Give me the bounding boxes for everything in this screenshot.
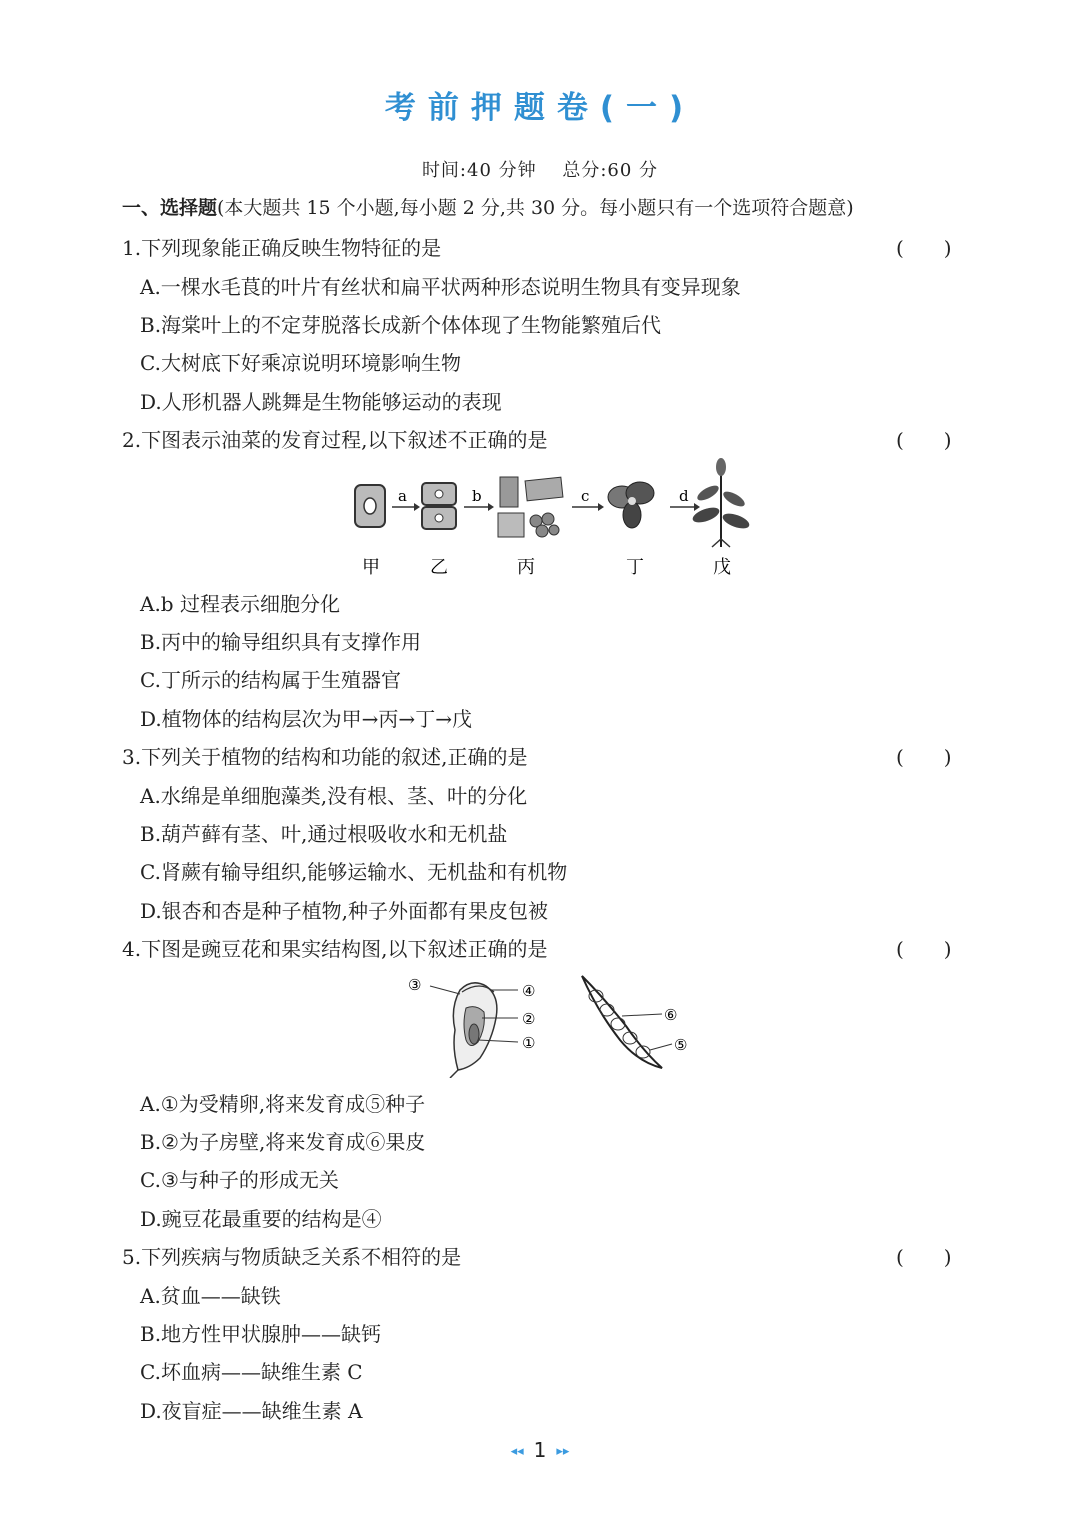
- question-stem: 4.下图是豌豆花和果实结构图,以下叙述正确的是: [122, 937, 548, 961]
- option-c: C.坏血病——缺维生素 C: [140, 1360, 363, 1384]
- option-c: C.③与种子的形成无关: [140, 1168, 339, 1192]
- stage-ding-flower: [608, 482, 654, 528]
- option-c: C.大树底下好乘凉说明环境影响生物: [140, 351, 461, 375]
- arrow-label-a: a: [398, 487, 407, 505]
- option-c: C.丁所示的结构属于生殖器官: [140, 668, 401, 692]
- option-b: B.海棠叶上的不定芽脱落长成新个体体现了生物能繁殖后代: [140, 313, 662, 337]
- section-heading: [122, 193, 854, 220]
- option-a: A.一棵水毛茛的叶片有丝状和扁平状两种形态说明生物具有变异现象: [140, 275, 741, 299]
- question-stem: 5.下列疾病与物质缺乏关系不相符的是: [122, 1245, 462, 1269]
- stage-bing-tissues: [498, 477, 563, 537]
- section-title: 一、选择题: [122, 197, 218, 219]
- stage-label-yi: 乙: [430, 557, 448, 578]
- option-d: D.豌豆花最重要的结构是④: [140, 1207, 382, 1231]
- answer-blank[interactable]: ( ): [896, 1245, 952, 1269]
- pea-flower-drawing: [450, 983, 497, 1078]
- option-a: A.①为受精卵,将来发育成⑤种子: [140, 1092, 426, 1116]
- next-arrows-icon: ▸▸: [556, 1444, 570, 1459]
- page-footer: [0, 1438, 1080, 1462]
- question-stem: 2.下图表示油菜的发育过程,以下叙述不正确的是: [122, 428, 548, 452]
- option-a: A.贫血——缺铁: [140, 1284, 281, 1308]
- stage-label-wu: 戊: [713, 557, 731, 578]
- option-b: B.地方性甲状腺肿——缺钙: [140, 1322, 382, 1346]
- exam-meta: 时间:40 分钟 总分:60 分: [421, 160, 659, 181]
- answer-blank[interactable]: ( ): [896, 745, 952, 769]
- label-1: ①: [522, 1034, 536, 1052]
- arrow-label-d: d: [679, 487, 689, 505]
- label-5: ⑤: [674, 1036, 688, 1054]
- prev-arrows-icon: ◂◂: [510, 1444, 524, 1459]
- stage-jia-cell: [355, 485, 385, 527]
- rapeseed-development-figure: [340, 455, 760, 580]
- answer-blank[interactable]: ( ): [896, 428, 952, 452]
- option-d: D.银杏和杏是种子植物,种子外面都有果皮包被: [140, 899, 549, 923]
- option-b: B.②为子房壁,将来发育成⑥果皮: [140, 1130, 426, 1154]
- answer-blank[interactable]: ( ): [896, 937, 952, 961]
- stage-wu-plant: [691, 458, 751, 547]
- arrow-label-c: c: [581, 487, 590, 505]
- option-c: C.肾蕨有输导组织,能够运输水、无机盐和有机物: [140, 860, 568, 884]
- label-2: ②: [522, 1010, 536, 1028]
- option-d: D.夜盲症——缺维生素 A: [140, 1399, 363, 1423]
- option-a: A.水绵是单细胞藻类,没有根、茎、叶的分化: [140, 784, 528, 808]
- page-number: 1: [533, 1438, 547, 1462]
- option-b: B.葫芦藓有茎、叶,通过根吸收水和无机盐: [140, 822, 508, 846]
- page-title: 考前押题卷(一): [384, 90, 696, 126]
- answer-blank[interactable]: ( ): [896, 236, 952, 260]
- section-note: (本大题共 15 个小题,每小题 2 分,共 30 分。每小题只有一个选项符合题意): [217, 197, 854, 219]
- pea-flower-fruit-figure: [400, 968, 700, 1078]
- label-4: ④: [522, 982, 536, 1000]
- label-3: ③: [408, 976, 422, 994]
- option-d: D.人形机器人跳舞是生物能够运动的表现: [140, 390, 502, 414]
- option-b: B.丙中的输导组织具有支撑作用: [140, 630, 422, 654]
- label-6: ⑥: [664, 1006, 678, 1024]
- stage-yi-cells: [422, 483, 456, 529]
- stage-label-bing: 丙: [517, 557, 535, 578]
- option-a: A.b 过程表示细胞分化: [140, 592, 340, 616]
- question-stem: 1.下列现象能正确反映生物特征的是: [122, 236, 442, 260]
- question-stem: 3.下列关于植物的结构和功能的叙述,正确的是: [122, 745, 528, 769]
- option-d: D.植物体的结构层次为甲→丙→丁→戊: [140, 707, 472, 731]
- arrow-label-b: b: [472, 487, 482, 505]
- stage-label-ding: 丁: [626, 557, 644, 578]
- pea-pod-drawing: [582, 976, 662, 1068]
- stage-label-jia: 甲: [362, 557, 380, 578]
